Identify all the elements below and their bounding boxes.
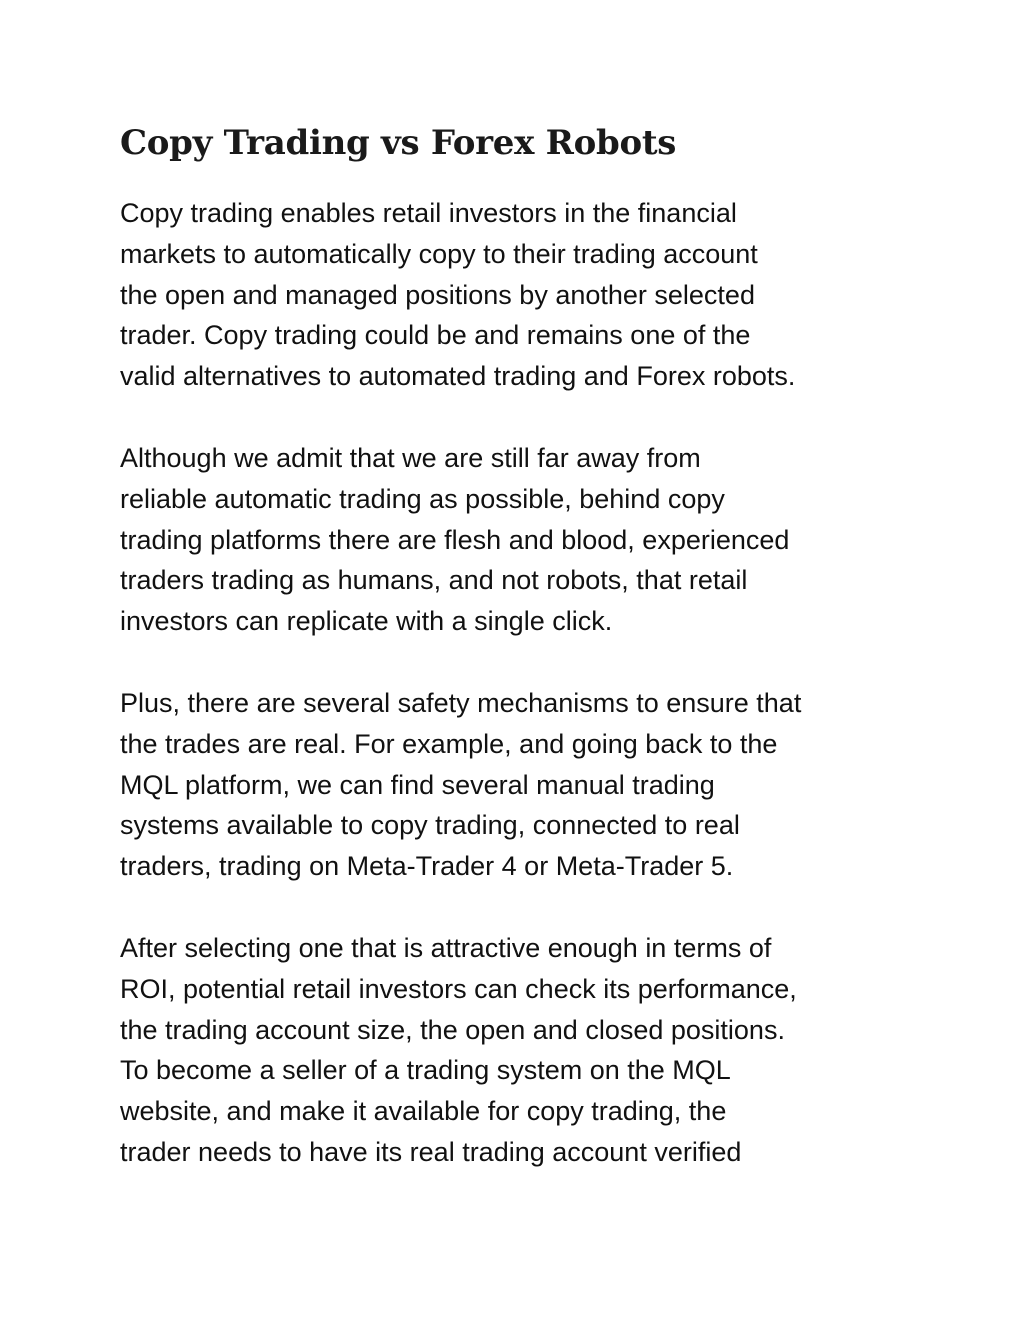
paragraph-4 xyxy=(120,928,797,1173)
paragraph-line: valid alternatives to automated trading and Forex robots. xyxy=(120,361,796,392)
paragraph-line: investors can replicate with a single click. xyxy=(120,606,613,637)
document-title: Copy Trading vs Forex Robots xyxy=(120,123,677,163)
paragraph-2 xyxy=(120,438,789,642)
paragraph-line: reliable automatic trading as possible, behind copy xyxy=(120,483,725,514)
paragraph-line: trader needs to have its real trading account verified xyxy=(120,1136,742,1167)
paragraph-line: the open and managed positions by another selected xyxy=(120,279,755,310)
paragraph-line: To become a seller of a trading system on the MQL xyxy=(120,1055,731,1086)
paragraph-line: systems available to copy trading, connected to real xyxy=(120,810,740,841)
paragraph-line: website, and make it available for copy trading, the xyxy=(120,1096,727,1127)
paragraph-line: trader. Copy trading could be and remains one of the xyxy=(120,320,751,351)
paragraph-line: Plus, there are several safety mechanisms to ensure that xyxy=(120,688,802,718)
paragraph-line: ROI, potential retail investors can check its performance, xyxy=(120,973,797,1004)
paragraph-line: the trades are real. For example, and going back to the xyxy=(120,728,778,759)
paragraph-line: the trading account size, the open and closed positions. xyxy=(120,1014,785,1045)
paragraph-line: traders, trading on Meta-Trader 4 or Meta-Trader 5. xyxy=(120,851,734,882)
paragraph-line: markets to automatically copy to their trading account xyxy=(120,238,758,269)
paragraph-3 xyxy=(120,683,801,887)
paragraph-1 xyxy=(120,193,795,397)
paragraph-line: Although we admit that we are still far away from xyxy=(120,443,701,473)
paragraph-line: Copy trading enables retail investors in the financial xyxy=(120,198,737,228)
paragraph-line: trading platforms there are flesh and blood, experienced xyxy=(120,524,790,555)
paragraph-line: traders trading as humans, and not robots, that retail xyxy=(120,565,748,596)
paragraph-line: MQL platform, we can find several manual trading xyxy=(120,769,715,800)
paragraph-line: After selecting one that is attractive enough in terms of xyxy=(120,933,772,963)
